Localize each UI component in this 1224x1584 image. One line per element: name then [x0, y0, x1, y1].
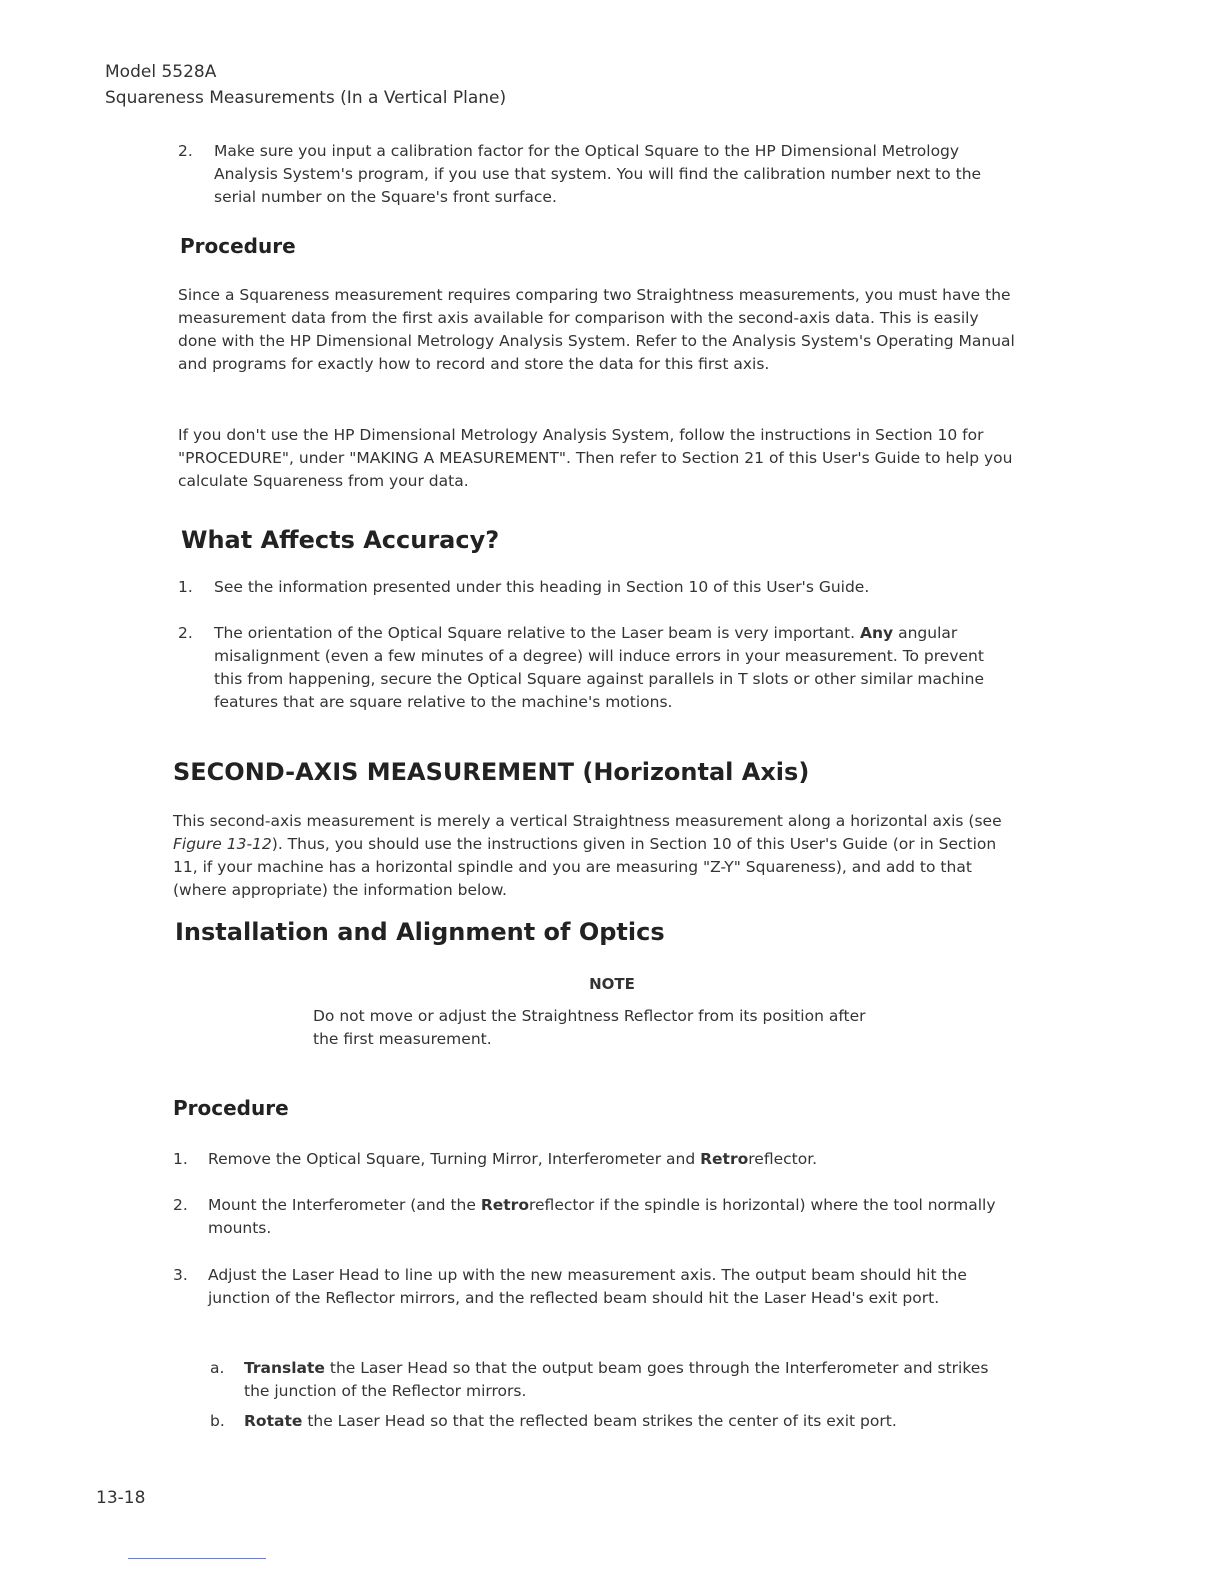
text-run: The orientation of the Optical Square relative to the Laser beam is very important. [214, 624, 856, 642]
item-text: Make sure you input a calibration factor for the Optical Square to the HP Dimensional Metrology Analysis System's program, if you use that system. You will find the calibration number next to the serial number on the Square's front surface. [214, 142, 982, 206]
bold-text: Translate [244, 1359, 325, 1377]
item-number: 3. [173, 1266, 188, 1284]
text-run: reflector. [748, 1150, 818, 1168]
bold-text: Retro [480, 1196, 529, 1214]
item-text [208, 1194, 1018, 1240]
page-number: 13-18 [96, 1488, 146, 1508]
text-run: Mount the Interferometer (and the [208, 1196, 476, 1214]
bold-text: Any [860, 624, 894, 642]
document-model: Model 5528A [105, 62, 217, 82]
text-run: reflector if the spindle is horizontal) where the tool normally mounts. [208, 1196, 996, 1237]
text-run: the Laser Head so that the output beam goes through the Interferometer and strikes the junction of the Reflector mirrors. [244, 1359, 989, 1400]
text-run: This second-axis measurement is merely a vertical Straightness measurement along a horizontal axis (see [173, 812, 1002, 830]
item-number: 2. [178, 624, 193, 642]
paragraph [173, 810, 1019, 902]
procedure-heading: Procedure [180, 234, 296, 258]
accuracy-heading: What Affects Accuracy? [181, 526, 500, 554]
item-number: 1. [173, 1150, 188, 1168]
item-text: See the information presented under this heading in Section 10 of this User's Guide. [214, 578, 870, 596]
item-number: 2. [178, 142, 193, 160]
item-number: 2. [173, 1196, 188, 1214]
item-text [208, 1148, 1018, 1171]
note-text: Do not move or adjust the Straightness Reflector from its position after the first measurement. [313, 1007, 866, 1048]
item-text: Adjust the Laser Head to line up with the new measurement axis. The output beam should hit the junction of the Reflector mirrors, and the reflected beam should hit the Laser Head's exit port. [208, 1266, 967, 1307]
paragraph: Since a Squareness measurement requires comparing two Straightness measurements, you must have the measurement data from the first axis available for comparison with the second-axis data. This is easily done with the HP Dimensional Metrology Analysis System. Refer to the Analysis System's Operating Manual and programs for exactly how to record and store the data for this first axis. [178, 286, 1015, 373]
paragraph: If you don't use the HP Dimensional Metrology Analysis System, follow the instructions in Section 10 for "PROCEDURE", under "MAKING A MEASUREMENT". Then refer to Section 21 of this User's Guide to help you calculate Squareness from your data. [178, 426, 1013, 490]
text-run: angular misalignment (even a few minutes of a degree) will induce errors in your measurement. To prevent this from happening, secure the Optical Square against parallels in T slots or other similar machine features that are square relative to the machine's motions. [214, 624, 984, 711]
item-text [244, 1357, 1014, 1403]
procedure-heading: Procedure [173, 1096, 289, 1120]
section-title: Squareness Measurements (In a Vertical Plane) [105, 88, 507, 108]
bold-text: Retro [700, 1150, 749, 1168]
item-number: 1. [178, 578, 193, 596]
item-text [214, 622, 1014, 714]
footer-rule [128, 1558, 266, 1559]
text-run: the Laser Head so that the reflected beam strikes the center of its exit port. [307, 1412, 897, 1430]
note-title: NOTE [589, 975, 635, 993]
second-axis-heading: SECOND-AXIS MEASUREMENT (Horizontal Axis) [173, 758, 810, 786]
item-number: b. [210, 1412, 225, 1430]
item-number: a. [210, 1359, 225, 1377]
item-text [244, 1410, 1014, 1433]
bold-text: Rotate [244, 1412, 303, 1430]
text-run: ). Thus, you should use the instructions given in Section 10 of this User's Guide (or in Section 11, if your machine has a horizontal spindle and you are measuring "Z-Y" Squareness), and add to that (where appropriate) the information below. [173, 835, 997, 899]
text-run: Remove the Optical Square, Turning Mirror, Interferometer and [208, 1150, 696, 1168]
figure-reference[interactable]: Figure 13-12 [173, 835, 272, 853]
installation-heading: Installation and Alignment of Optics [175, 918, 665, 946]
